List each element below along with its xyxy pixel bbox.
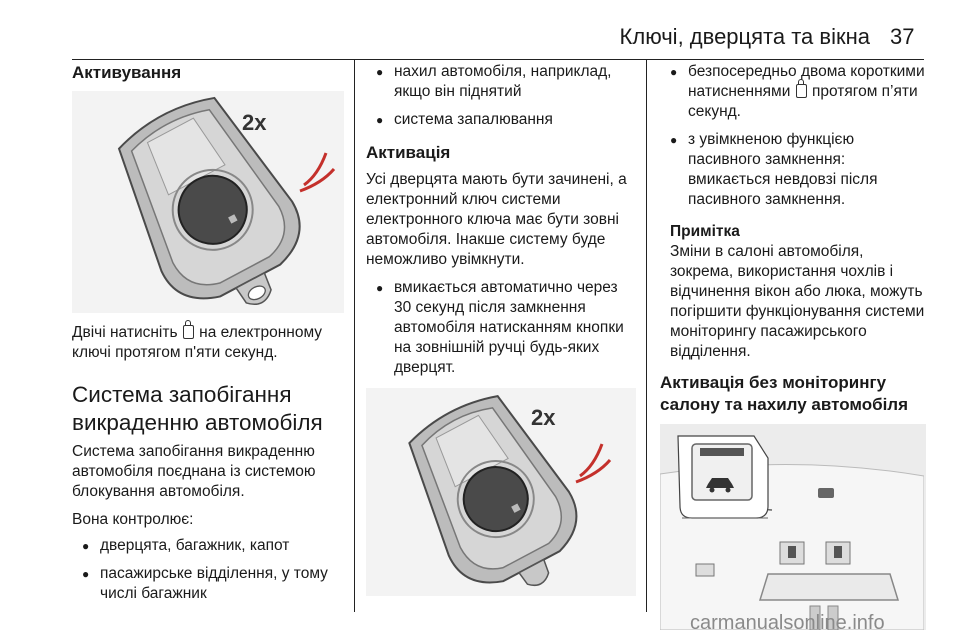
watermark-text: carmanualsonline.info — [690, 612, 885, 634]
overhead-console-figure — [660, 424, 926, 630]
note-text: Зміни в салоні автомобіля, зокрема, використання чохлів і відчинення вікон або люка, можуть погіршити функціонування системи моніторингу пасажирського відділення. — [670, 243, 925, 360]
lock-icon — [796, 84, 807, 98]
car-alarm-button-icon — [660, 424, 924, 630]
note-block — [660, 222, 926, 362]
paragraph-press-twice: Двічі натисніть на електронному ключі протягом п'яти секунд. — [72, 324, 323, 361]
heading-activation: Активування — [72, 63, 182, 82]
list-item: ● безпосередньо двома короткими натисненнями протягом п’яти секунд. — [660, 62, 926, 122]
left-column — [72, 62, 344, 604]
header-divider — [72, 59, 924, 60]
list-item: ● пасажирське відділення, у тому числі багажник — [72, 564, 344, 604]
list-item: ● система запалювання — [366, 110, 636, 130]
list-item: ● вмикається автоматично через 30 секунд після замкнення автомобіля натисканням кнопки на зовнішній ручці будь-яких дверцят. — [366, 278, 636, 378]
section-title-anti-theft: Система запобігання викраденню автомобіля — [72, 382, 323, 435]
key-fob-figure-2 — [366, 388, 636, 596]
lock-icon — [183, 325, 194, 339]
key-fob-figure — [72, 91, 344, 313]
list-item: ● з увімкненою функцією пасивного замкнення: вмикається невдовзі після пасивного замкнення. — [660, 130, 926, 210]
column-divider-left — [354, 60, 355, 612]
key-fob-icon — [366, 388, 636, 596]
key-fob-icon — [72, 91, 344, 313]
figure-label-2x-2: 2x — [531, 405, 556, 430]
column-divider-right — [646, 60, 647, 612]
paragraph-activation: Усі дверцята мають бути зачинені, а електронний ключ системи електронного ключа має бути зовні автомобіля. Інакше систему буде неможливо увімкнути. — [366, 171, 627, 268]
page-header-title: Ключі, дверцята та вікна — [619, 24, 870, 49]
right-column — [660, 62, 926, 630]
note-heading: Примітка — [670, 223, 740, 240]
list-item: ● нахил автомобіля, наприклад, якщо він піднятий — [366, 62, 636, 102]
list-item: ● дверцята, багажник, капот — [72, 536, 344, 556]
middle-column — [366, 62, 636, 596]
heading-activation-2: Активація — [366, 143, 451, 162]
page-number: 37 — [890, 24, 915, 49]
paragraph-system: Система запобігання викраденню автомобіля поєднана із системою блокування автомобіля. — [72, 443, 316, 500]
heading-activation-without-monitoring: Активація без моніторингу салону та нахилу автомобіля — [660, 373, 909, 414]
figure-label-2x: 2x — [242, 110, 267, 135]
paragraph-controls: Вона контролює: — [72, 511, 194, 528]
